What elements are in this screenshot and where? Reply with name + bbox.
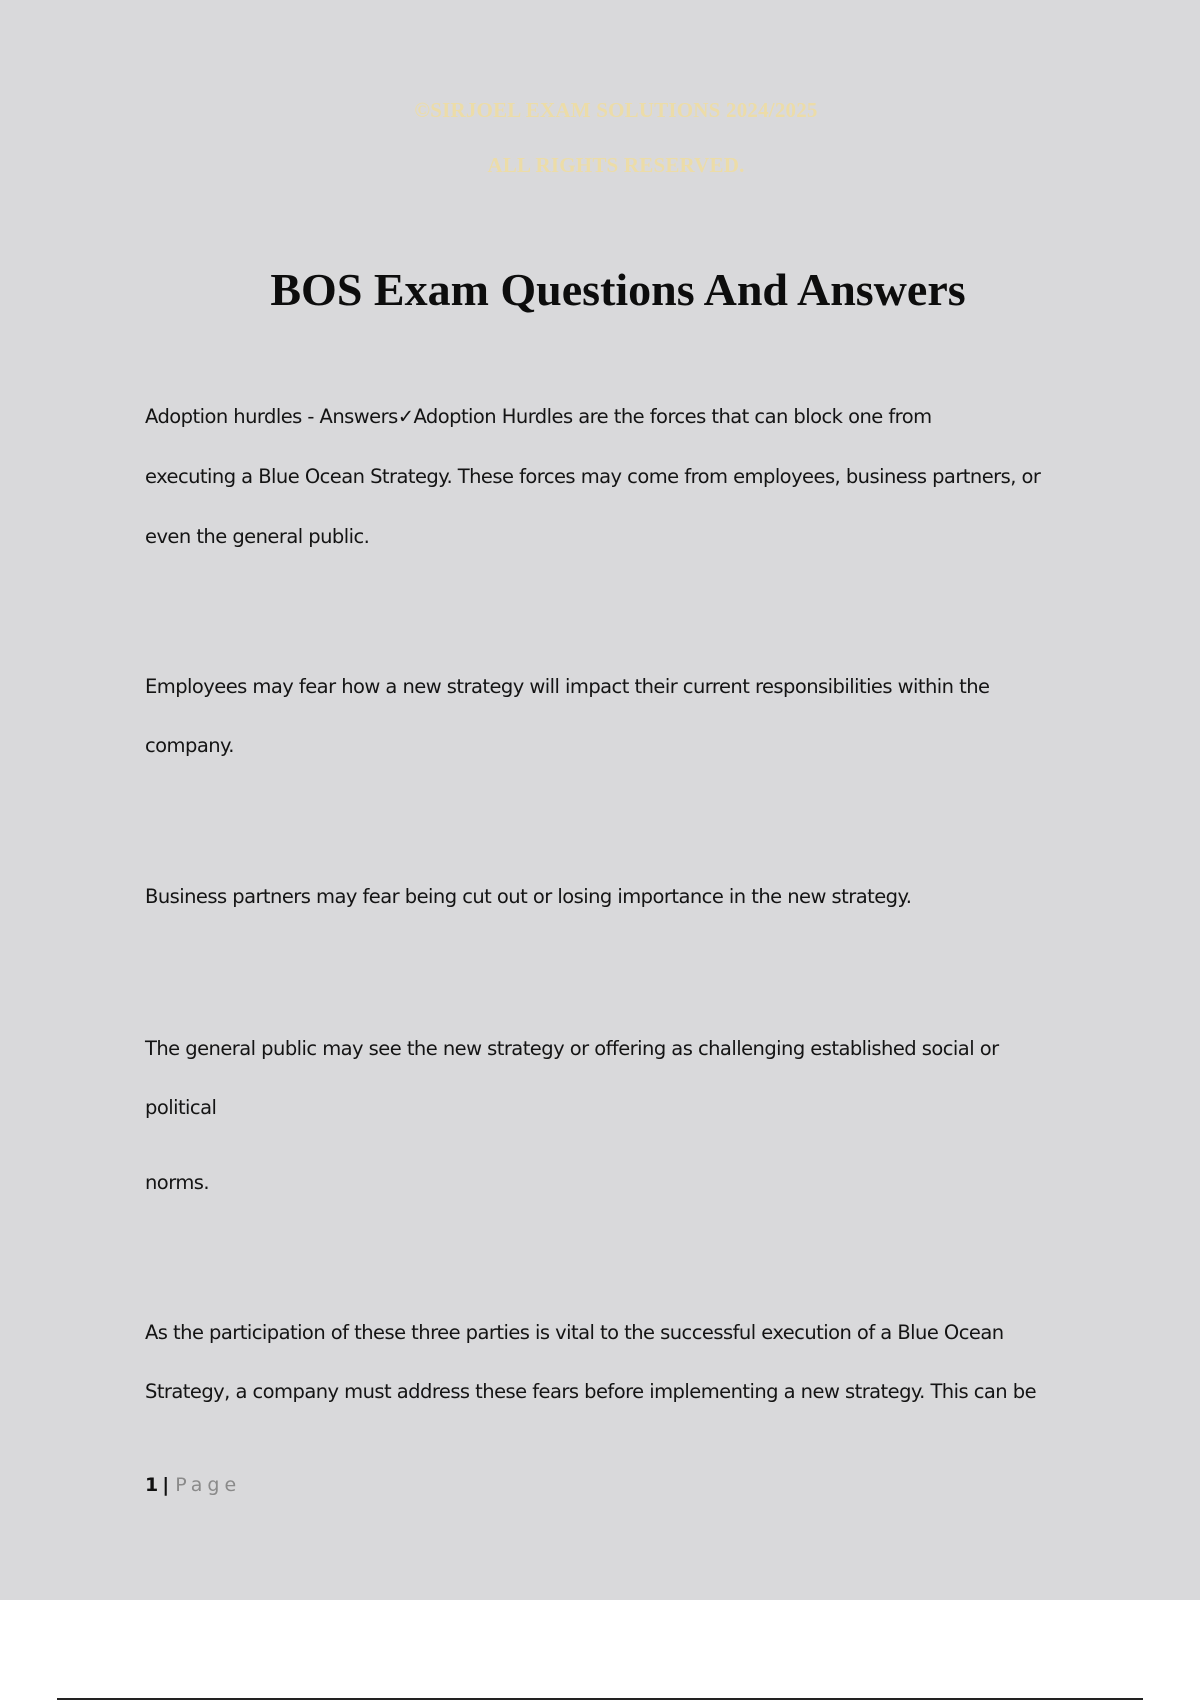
body-line: norms. xyxy=(145,1171,210,1194)
page-footer xyxy=(145,1474,241,1496)
footer-separator: | xyxy=(162,1474,170,1496)
body-line: Business partners may fear being cut out or losing importance in the new strategy. xyxy=(145,885,912,908)
body-line: Employees may fear how a new strategy will impact their current responsibilities within the xyxy=(145,675,990,698)
body-line: company. xyxy=(145,734,234,757)
body-line: Strategy, a company must address these fears before implementing a new strategy. This can be xyxy=(145,1380,1037,1403)
body-line: As the participation of these three parties is vital to the successful execution of a Blue Ocean xyxy=(145,1321,1004,1344)
page-label: Page xyxy=(175,1474,242,1496)
body-line: even the general public. xyxy=(145,525,370,548)
body-line: The general public may see the new strategy or offering as challenging established social or xyxy=(145,1037,999,1060)
page-number: 1 xyxy=(145,1474,159,1496)
document-title: BOS Exam Questions And Answers xyxy=(270,264,966,315)
body-line: Adoption hurdles - Answers✓Adoption Hurdles are the forces that can block one from xyxy=(145,405,932,428)
body-line: political xyxy=(145,1096,217,1119)
body-line: executing a Blue Ocean Strategy. These forces may come from employees, business partners, or xyxy=(145,465,1041,488)
watermark-line-1: ©SIRJOEL EXAM SOLUTIONS 2024/2025 xyxy=(414,98,818,122)
watermark-line-2: ALL RIGHTS RESERVED. xyxy=(487,153,745,177)
